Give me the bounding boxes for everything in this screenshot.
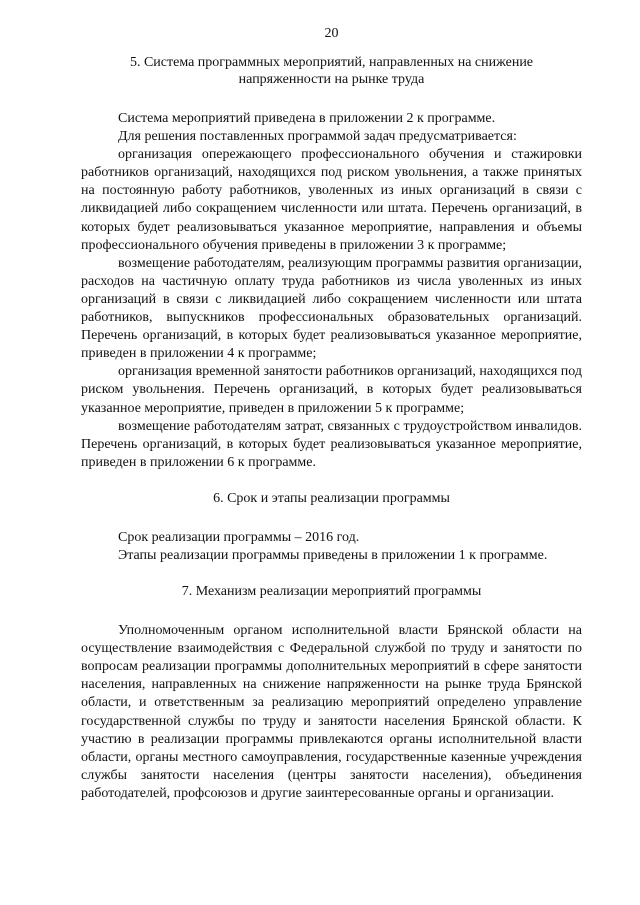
section-7-title: 7. Механизм реализации мероприятий программы [181,584,482,600]
section-5-paragraph: Для решения поставленных программой задач предусматривается: [118,129,517,145]
section-6-paragraph: Этапы реализации программы приведены в приложении 1 к программе. [118,547,548,563]
section-5-paragraph: организация опережающего профессионального обучения и стажировки работников организаций, находящихся под риском увольнения, а также принятых на постоянную работу работников, уволенных из иных организаций в связи с ликвидацией либо сокращением численности или штата. Перечень организаций, в которых будет реализовываться указанное мероприятие, направления и объемы профессионального обучения приведены в приложении 3 к программе; [81,147,582,253]
section-spacer [81,565,582,583]
section-5-paragraph: Система мероприятий приведена в приложении 2 к программе. [118,111,496,126]
section-7-paragraph: Уполномоченным органом исполнительной власти Брянской области на осуществление взаимодействия с Федеральной службой по труду и занятости по вопросам реализации программы дополнительных мероприятий в сфере занятости населения, направленных на снижение напряженности на рынке труда Брянской области, и ответственным за реализацию мероприятий определено управление государственной службы по труду и занятости населения Брянской области. К участию в реализации программы привлекаются органы исполнительной власти области, органы местного самоуправления, государственные казенные учреждения службы занятости населения (центры занятости населения), объединения работодателей, профсоюзов и другие заинтересованные органы и организации. [81,623,582,801]
section-spacer [81,472,582,490]
page-number: 20 [324,26,339,41]
section-5-paragraph: организация временной занятости работников организаций, находящихся под риском увольнения. Перечень организаций, в которых будет реализовываться указанное мероприятие, приведен в приложении 5 к программе; [81,364,582,416]
section-6-title: 6. Срок и этапы реализации программы [213,490,450,506]
section-5-title: 5. Система программных мероприятий, направленных на снижение напряженности на рынке труда [129,55,534,87]
section-5-paragraph: возмещение работодателям, реализующим программы развития организации, расходов на частичную оплату труда работников из числа уволенных из иных организаций в связи с ликвидацией либо сокращением численности или штата работников, выпускников профессиональных образовательных организаций. Перечень организаций, в которых будет реализовываться указанное мероприятие, приведен в приложении 4 к программе; [81,255,582,362]
section-5-paragraph: возмещение работодателям затрат, связанных с трудоустройством инвалидов. Перечень организаций, в которых будет реализовываться указанное мероприятие, приведен в приложении 6 к программе. [81,418,582,470]
section-6-paragraph: Срок реализации программы – 2016 год. [118,529,360,545]
